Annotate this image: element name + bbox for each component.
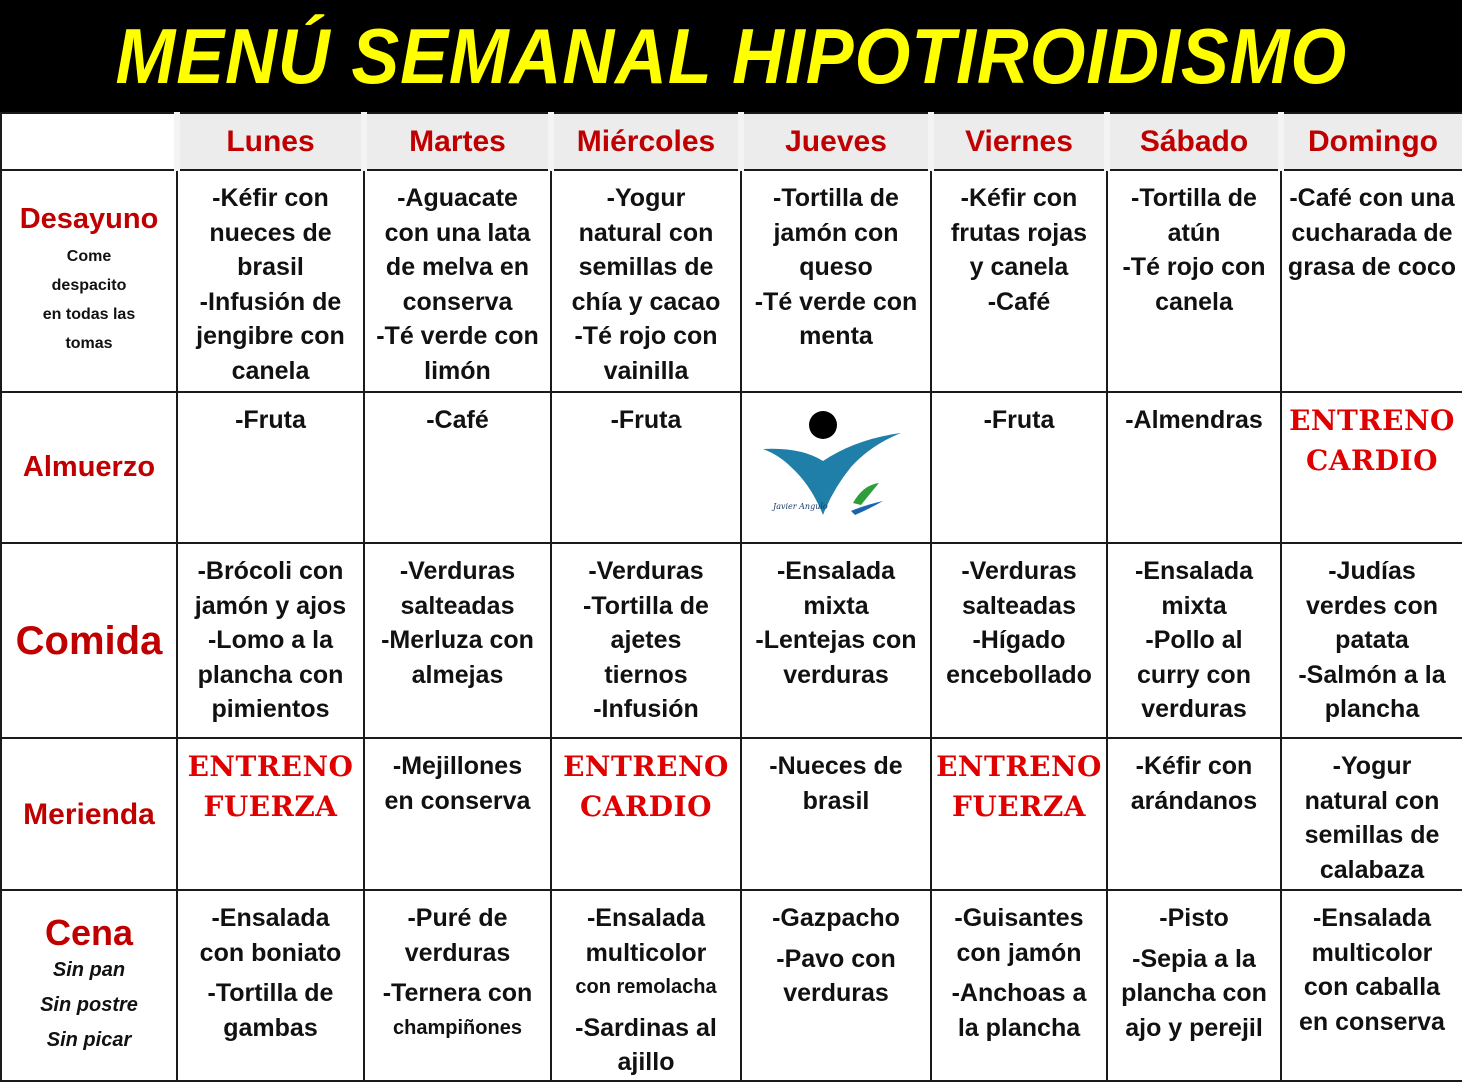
menu-item-text: canela (231, 356, 310, 385)
menu-cell (177, 890, 364, 1081)
menu-item-text: -Infusión (593, 695, 699, 723)
menu-item-text: salteadas (400, 591, 515, 620)
menu-item-text: natural con (1304, 786, 1440, 815)
menu-item-text: chía y cacao (571, 287, 721, 316)
menu-item-text: encebollado (946, 660, 1092, 689)
menu-item-text: -Té rojo con (574, 322, 718, 350)
menu-item-text: -Verduras (588, 557, 704, 585)
menu-item-text: canela (1155, 287, 1233, 316)
menu-cell (364, 890, 551, 1081)
menu-item-text: salteadas (962, 591, 1076, 620)
menu-cell (931, 170, 1107, 392)
meal-note: Sin postre (40, 993, 138, 1016)
day-header-tuesday: Martes (364, 113, 551, 170)
training-label: FUERZA (203, 790, 338, 823)
meal-name: Desayuno (19, 203, 159, 236)
menu-item-text: de melva en (385, 253, 530, 281)
menu-cell (551, 543, 741, 738)
menu-item-text: cucharada de (1291, 218, 1453, 247)
menu-item-text: -Yogur (606, 184, 686, 212)
training-cell (931, 738, 1107, 890)
menu-item-text: -Kéfir con (212, 184, 329, 212)
menu-item-text: jamón con (773, 218, 899, 247)
menu-cell (741, 890, 931, 1081)
menu-cell (177, 543, 364, 738)
menu-item-text: natural con (578, 218, 714, 247)
menu-item-text: -Té verde con (754, 287, 918, 316)
menu-item-text: -Ensalada (1134, 557, 1254, 585)
menu-item-text: -Sardinas al (575, 1013, 717, 1042)
menu-item-text: -Brócoli con (197, 557, 344, 585)
menu-item-text: brasil (802, 786, 870, 815)
menu-item-text: -Almendras (1125, 406, 1263, 434)
menu-item-text: pimientos (211, 695, 330, 723)
menu-cell (364, 543, 551, 738)
menu-item-text: mixta (1161, 591, 1227, 620)
day-header-thursday: Jueves (741, 113, 931, 170)
menu-cell (551, 890, 741, 1081)
menu-cell (741, 170, 931, 392)
menu-item-text: verdes con (1305, 591, 1438, 620)
menu-item-text: con caballa (1303, 973, 1441, 1001)
meal-row (1, 392, 1462, 543)
menu-item-text: multicolor (585, 938, 707, 967)
training-label: ENTRENO (936, 750, 1102, 783)
logo-signature: Javier Angulo (773, 502, 828, 511)
menu-item-text: -Tortilla de (773, 184, 899, 212)
menu-item-text: arándanos (1130, 786, 1258, 815)
meal-note: tomas (65, 334, 113, 352)
training-cell (551, 738, 741, 890)
menu-item-text: con una lata (384, 218, 531, 247)
menu-cell (1281, 890, 1462, 1081)
menu-cell (364, 392, 551, 543)
menu-item-text: verduras (783, 979, 889, 1007)
menu-item-text: patata (1335, 626, 1409, 654)
meal-name: Merienda (23, 797, 155, 831)
menu-item-text: -Fruta (983, 406, 1055, 434)
menu-item-text: -Café (426, 406, 489, 434)
menu-cell (931, 890, 1107, 1081)
meal-row (1, 543, 1462, 738)
day-header-wednesday: Miércoles (551, 113, 741, 170)
menu-item-text: queso (799, 253, 873, 281)
training-cell (177, 738, 364, 890)
menu-item-text: -Lentejas con (755, 626, 917, 654)
page-title: MENÚ SEMANAL HIPOTIROIDISMO (115, 11, 1347, 100)
menu-item-text: ajo y perejil (1125, 1013, 1263, 1042)
menu-item-text: en conserva (1299, 1007, 1445, 1036)
meal-note: Sin pan (52, 958, 126, 981)
menu-cell (364, 170, 551, 392)
menu-cell (1107, 890, 1281, 1081)
menu-item-text: y canela (969, 253, 1069, 281)
menu-cell (1281, 738, 1462, 890)
menu-item-text: ajetes (610, 626, 682, 654)
menu-item-text: jamón y ajos (194, 591, 347, 620)
menu-item-text: frutas rojas (950, 218, 1088, 247)
menu-item-text: -Ensalada (586, 904, 706, 932)
menu-item-text: verduras (783, 660, 889, 689)
menu-item-text: con jamón (956, 938, 1082, 967)
menu-cell (1107, 738, 1281, 890)
menu-item-text: menta (799, 322, 873, 350)
training-label: ENTRENO (563, 750, 729, 783)
menu-item-text: la plancha (957, 1013, 1081, 1042)
menu-item-text: -Salmón a la (1298, 660, 1446, 689)
menu-item-text: -Verduras (961, 557, 1077, 585)
menu-item-text: -Pavo con (776, 944, 896, 973)
menu-item-text: -Ensalada (1312, 904, 1432, 932)
menu-item-text: gambas (223, 1013, 318, 1042)
menu-item-text: semillas de (578, 253, 714, 281)
menu-item-text: tiernos (604, 660, 688, 689)
menu-item-text: -Fruta (610, 406, 682, 434)
menu-item-text: -Tortilla de (207, 979, 334, 1007)
menu-item-text: conserva (402, 287, 513, 316)
menu-item-text: -Nueces de (769, 752, 903, 780)
menu-cell (1107, 392, 1281, 543)
training-label: FUERZA (951, 790, 1087, 823)
menu-item-text: semillas de (1304, 821, 1440, 849)
menu-cell (364, 738, 551, 890)
menu-cell (177, 170, 364, 392)
menu-item-text: jengibre con (196, 322, 345, 350)
meal-note: Come (66, 247, 112, 265)
logo-cell (741, 392, 931, 543)
menu-item-text: atún (1167, 218, 1221, 247)
training-label: ENTRENO (1289, 404, 1455, 437)
menu-cell (177, 392, 364, 543)
menu-item-text: multicolor (1311, 938, 1433, 967)
menu-item-text: -Gazpacho (772, 904, 900, 932)
menu-item-text: curry con (1137, 660, 1251, 689)
menu-item-text: -Té verde con (376, 322, 539, 350)
menu-item-text: -Aguacate (397, 184, 518, 212)
meal-row (1, 170, 1462, 392)
menu-cell (741, 543, 931, 738)
meal-row (1, 738, 1462, 890)
menu-cell (1107, 543, 1281, 738)
title-banner (0, 0, 1462, 112)
menu-item-text: vainilla (603, 356, 689, 385)
meal-name: Almuerzo (22, 450, 156, 483)
menu-item-text: -Tortilla de (583, 591, 709, 620)
menu-item-text: -Ensalada (776, 557, 896, 585)
training-label: CARDIO (579, 790, 713, 823)
menu-item-text: -Kéfir con (1135, 752, 1253, 780)
menu-item-text: -Anchoas a (951, 979, 1087, 1007)
menu-item-text: con remolacha (575, 976, 717, 998)
menu-item-text: plancha con (197, 660, 344, 689)
menu-item-text: verduras (1141, 695, 1247, 723)
training-label: CARDIO (1305, 444, 1439, 477)
menu-item-text: plancha (1324, 695, 1420, 723)
menu-item-text: -Lomo a la (207, 626, 333, 654)
menu-item-text: -Pollo al (1145, 626, 1243, 654)
meal-note: en todas las (42, 305, 136, 323)
menu-item-text: -Tortilla de (1131, 184, 1257, 212)
meal-name: Comida (15, 618, 163, 663)
menu-item-text: limón (424, 356, 491, 385)
corner-cell (1, 113, 177, 170)
menu-cell (1281, 543, 1462, 738)
menu-item-text: verduras (404, 938, 511, 967)
menu-item-text: mixta (803, 591, 869, 620)
menu-item-text: -Ternera con (382, 979, 533, 1007)
meal-header (1, 392, 177, 543)
menu-item-text: brasil (237, 253, 304, 281)
meal-name: Cena (44, 911, 134, 953)
training-label: ENTRENO (187, 750, 354, 783)
menu-cell (551, 392, 741, 543)
training-cell (1281, 392, 1462, 543)
logo-head-shape (809, 411, 837, 439)
meal-note: despacito (51, 276, 127, 294)
day-header-saturday: Sábado (1107, 113, 1281, 170)
day-header-monday: Lunes (177, 113, 364, 170)
person-logo-icon (742, 405, 930, 530)
menu-item-text: -Guisantes (954, 904, 1084, 932)
menu-item-text: -Verduras (399, 557, 516, 585)
menu-item-text: -Café con una (1289, 184, 1455, 212)
menu-cell (551, 170, 741, 392)
menu-item-text: calabaza (1319, 855, 1425, 884)
day-header-friday: Viernes (931, 113, 1107, 170)
meal-header (1, 738, 177, 890)
meal-header (1, 170, 177, 392)
menu-item-text: -Fruta (235, 406, 306, 434)
menu-item-text: champiñones (393, 1016, 522, 1039)
menu-cell (741, 738, 931, 890)
menu-cell (1281, 170, 1462, 392)
menu-item-text: nueces de (209, 218, 332, 247)
menu-item-text: -Ensalada (211, 904, 330, 932)
menu-item-text: -Puré de (407, 904, 508, 932)
menu-item-text: -Pisto (1159, 904, 1229, 932)
menu-item-text: almejas (411, 660, 504, 689)
menu-item-text: -Judías (1328, 557, 1416, 585)
day-header-sunday: Domingo (1281, 113, 1462, 170)
menu-item-text: -Café (987, 287, 1051, 316)
menu-item-text: en conserva (384, 786, 531, 815)
menu-item-text: -Infusión de (199, 287, 342, 316)
menu-item-text: -Kéfir con (960, 184, 1078, 212)
menu-item-text: ajillo (617, 1048, 675, 1076)
day-header-row (1, 113, 1462, 170)
menu-item-text: plancha con (1121, 979, 1267, 1007)
menu-item-text: grasa de coco (1287, 253, 1457, 281)
menu-cell (931, 392, 1107, 543)
menu-item-text: -Mejillones (392, 752, 523, 780)
meal-row (1, 890, 1462, 1081)
menu-cell (931, 543, 1107, 738)
logo-leaf-shape (853, 483, 879, 505)
menu-item-text: -Yogur (1332, 752, 1412, 780)
menu-item-text: -Merluza con (381, 626, 534, 654)
menu-item-text: con boniato (199, 938, 342, 967)
meal-note: Sin picar (46, 1028, 132, 1051)
meal-header (1, 890, 177, 1081)
menu-item-text: -Té rojo con (1122, 253, 1266, 281)
meal-header (1, 543, 177, 738)
weekly-menu-table (0, 112, 1462, 1082)
menu-item-text: -Hígado (972, 626, 1066, 654)
menu-item-text: -Sepia a la (1132, 944, 1256, 973)
menu-cell (1107, 170, 1281, 392)
